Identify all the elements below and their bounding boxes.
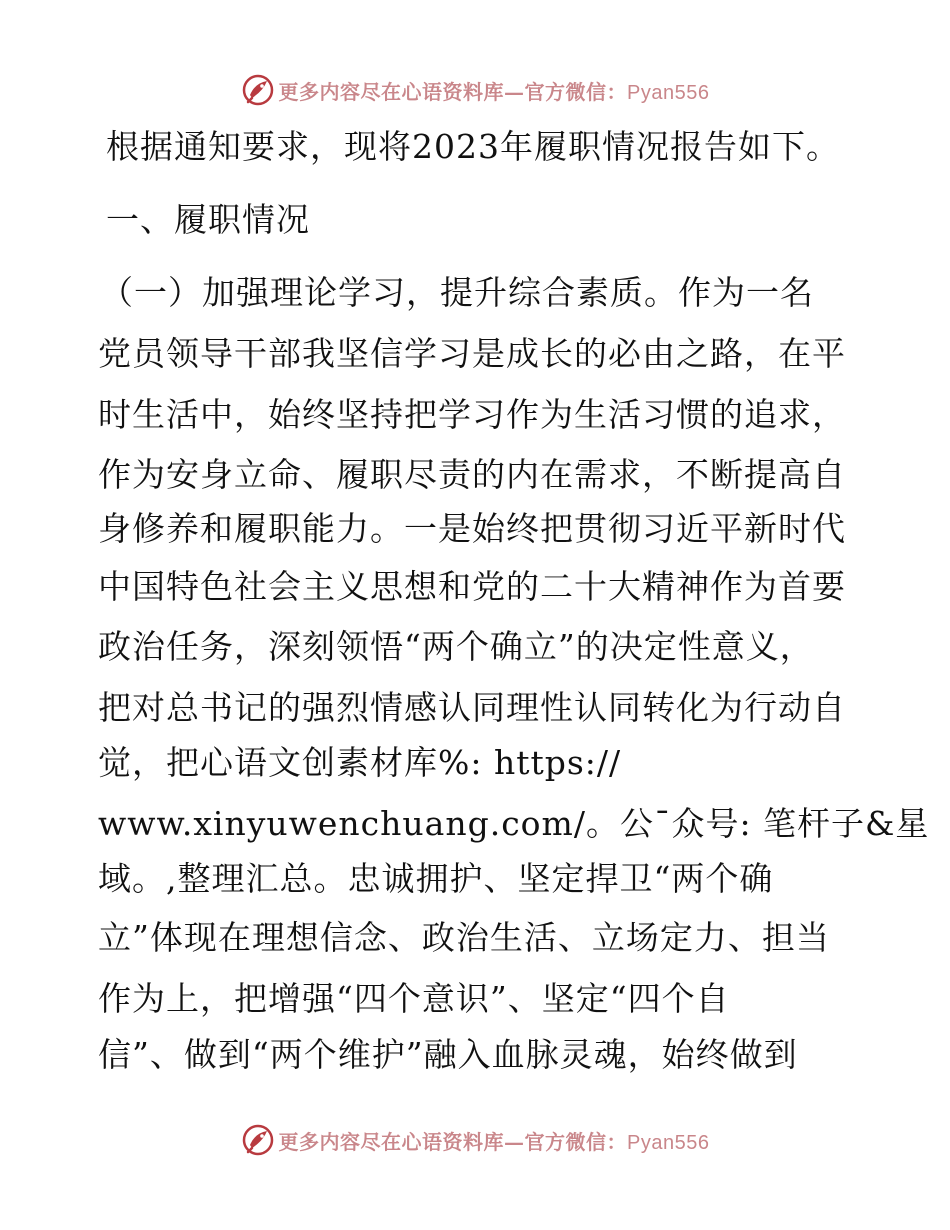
watermark-wechat-label: 官方微信： <box>524 79 628 104</box>
body-line-5: 时生活中，始终坚持把学习作为生活习惯的追求， <box>98 395 846 434</box>
body-line-13: 域。,整理汇总。忠诚拥护、坚定捍卫“两个确 <box>98 859 774 898</box>
body-line-9: 政治任务，深刻领悟“两个确立”的决定性意义， <box>98 627 814 666</box>
body-line-4: 党员领导干部我坚信学习是成长的必由之路，在平 <box>98 334 846 373</box>
body-line-15: 作为上，把增强“四个意识”、坚定“四个自 <box>98 979 730 1018</box>
body-line-16: 信”、做到“两个维护”融入血脉灵魂，始终做到 <box>98 1035 798 1074</box>
footer-watermark <box>0 1120 950 1160</box>
body-line-3: （一）加强理论学习，提升综合素质。作为一名 <box>100 273 814 312</box>
pen-logo-icon <box>241 1123 275 1157</box>
pen-logo-icon <box>241 73 275 107</box>
watermark-text <box>279 76 710 105</box>
body-line-6: 作为安身立命、履职尽责的内在需求，不断提高自 <box>98 455 846 494</box>
body-line-10: 把对总书记的强烈情感认同理性认同转化为行动自 <box>98 688 846 727</box>
body-line-1: 根据通知要求，现将2023年履职情况报告如下。 <box>106 127 840 166</box>
watermark-separator: — <box>504 1129 525 1154</box>
watermark-wechat-id: Pyan556 <box>627 1131 710 1154</box>
body-line-12: www.xinyuwenchuang.com/。公¯众号: 笔杆子&星 <box>98 804 930 843</box>
body-line-11: 觉，把心语文创素材库%: https:// <box>98 743 622 782</box>
watermark-text <box>279 1126 710 1155</box>
body-line-14: 立”体现在理想信念、政治生活、立场定力、担当 <box>98 918 830 957</box>
watermark-site: 更多内容尽在心语资料库 <box>278 1129 505 1154</box>
section-heading: 一、履职情况 <box>106 200 310 239</box>
body-line-7: 身修养和履职能力。一是始终把贯彻习近平新时代 <box>98 509 846 548</box>
watermark-site: 更多内容尽在心语资料库 <box>278 79 505 104</box>
header-watermark <box>0 70 950 110</box>
body-line-8: 中国特色社会主义思想和党的二十大精神作为首要 <box>98 567 846 606</box>
watermark-wechat-id: Pyan556 <box>627 81 710 104</box>
watermark-wechat-label: 官方微信： <box>524 1129 628 1154</box>
watermark-separator: — <box>504 79 525 104</box>
